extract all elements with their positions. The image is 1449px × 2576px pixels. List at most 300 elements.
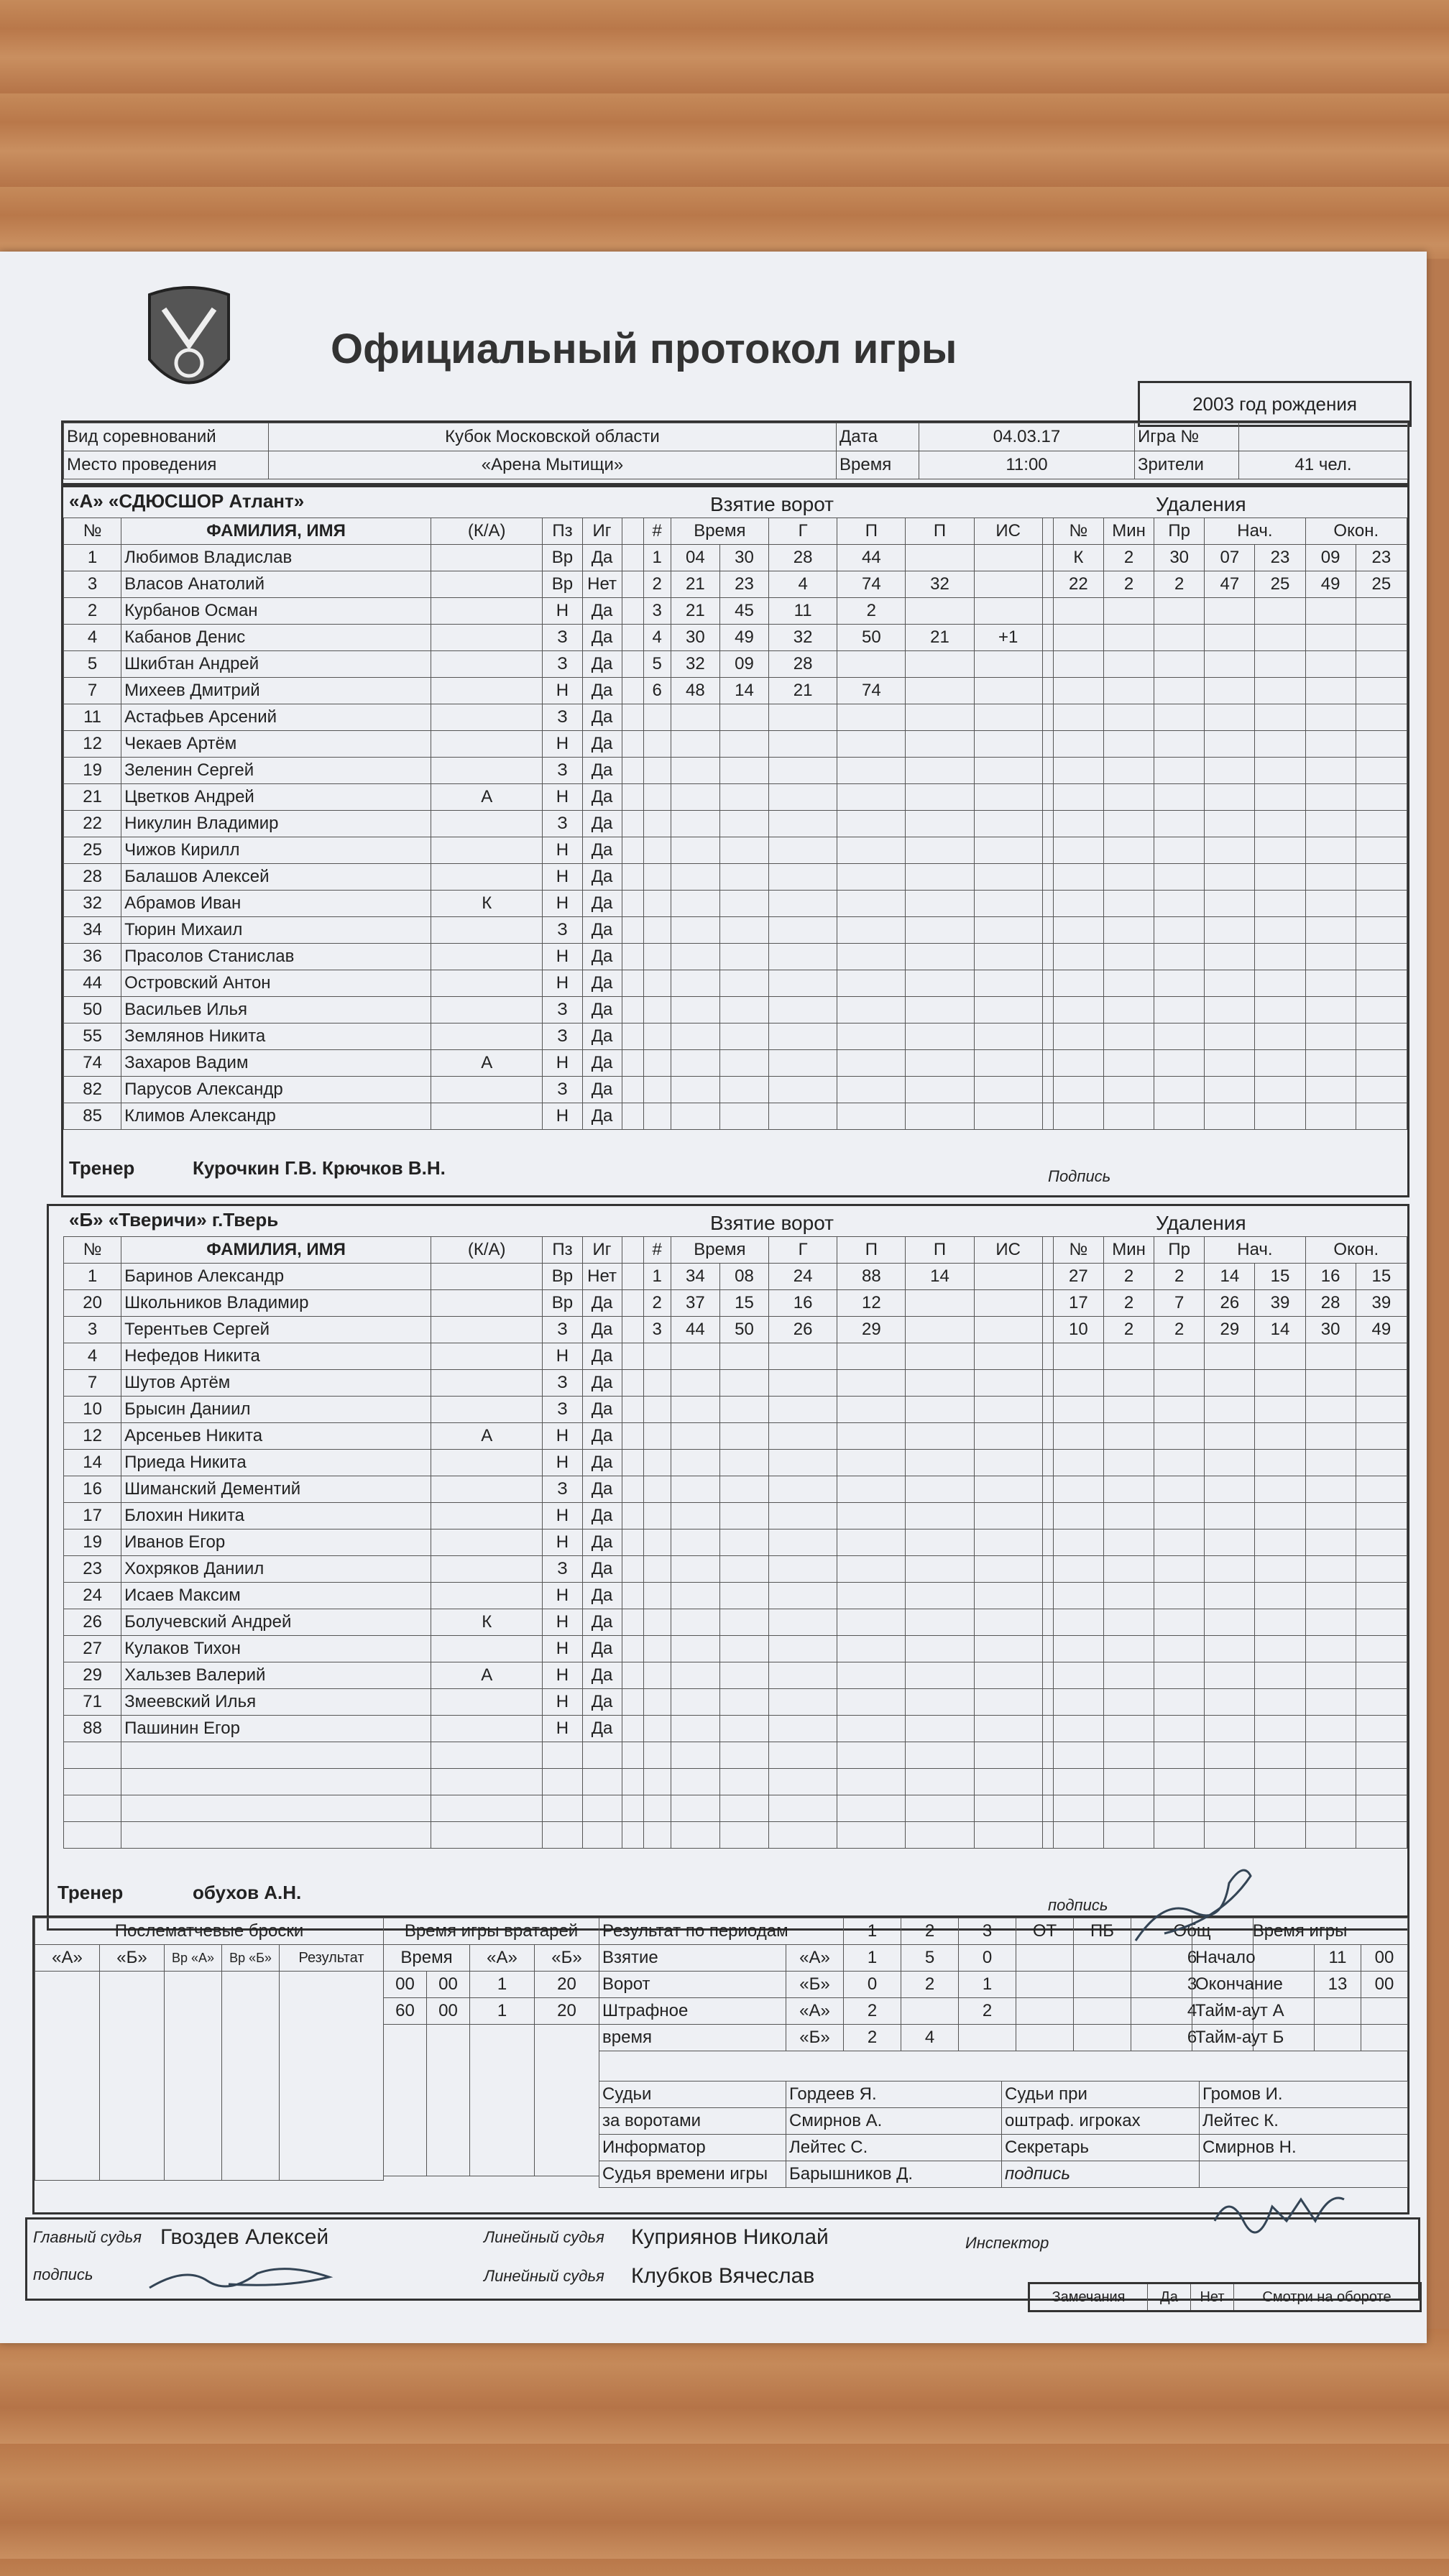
goal-assist-2 [906, 1397, 974, 1423]
spacer [622, 625, 643, 651]
player-number: 25 [64, 837, 121, 864]
penalty-start-min [1205, 1609, 1255, 1636]
goal-assist-2 [906, 1476, 974, 1503]
player-role [431, 864, 543, 891]
player-name: Шкибтан Андрей [121, 651, 431, 678]
penalty-end-min: 30 [1305, 1317, 1356, 1343]
remarks-yes[interactable]: Да [1148, 2283, 1191, 2312]
spacer [1042, 1317, 1053, 1343]
player-position: Н [543, 864, 582, 891]
player-name: Астафьев Арсений [121, 704, 431, 731]
player-name: Васильев Илья [121, 997, 431, 1024]
end-label: Окончание [1192, 1972, 1315, 1998]
team-a-penalties-title: Удаления [1156, 493, 1246, 515]
penalty-end-min [1305, 651, 1356, 678]
player-role [431, 1769, 543, 1795]
goal-number [643, 1689, 671, 1716]
penalty-end-sec [1356, 970, 1407, 997]
player-role: А [431, 1050, 543, 1077]
team_a-col-header: Время [671, 518, 768, 545]
goal-scorer [769, 1423, 837, 1450]
penalty-end-sec [1356, 1503, 1407, 1530]
team-b-coach: обухов А.Н. [193, 1882, 302, 1903]
goal-scorer [769, 1050, 837, 1077]
team-b-table [63, 1236, 1407, 1849]
table-row [64, 1024, 1407, 1050]
team_a-col-header: Нач. [1205, 518, 1305, 545]
player-played: Да [582, 704, 622, 731]
player-position [543, 1822, 582, 1849]
penalty-player [1053, 1370, 1103, 1397]
penalty-start-sec [1255, 1769, 1305, 1795]
penalty-player: 10 [1053, 1317, 1103, 1343]
player-number: 85 [64, 1103, 121, 1130]
penalty-reason [1154, 864, 1205, 891]
team-a-table [63, 518, 1407, 1130]
penalty-minutes [1103, 731, 1154, 758]
goal-situation [974, 891, 1042, 917]
spacer [622, 1024, 643, 1050]
table-row [64, 1662, 1407, 1689]
spacer [622, 1370, 643, 1397]
penalty-start-min [1205, 1503, 1255, 1530]
player-number: 26 [64, 1609, 121, 1636]
player-role: К [431, 891, 543, 917]
player-played: Да [582, 970, 622, 997]
goal-assist-1 [837, 917, 906, 944]
penalty-minutes [1103, 1370, 1154, 1397]
remarks-no[interactable]: Нет [1191, 2283, 1234, 2312]
player-role [431, 1583, 543, 1609]
player-role [431, 1822, 543, 1849]
goal-assist-1 [837, 1343, 906, 1370]
goal-situation [974, 1343, 1042, 1370]
team_a-col-header [1042, 518, 1053, 545]
penalty-start-min [1205, 864, 1255, 891]
goal-situation [974, 1290, 1042, 1317]
goals-a-ot [1016, 1945, 1074, 1972]
penalty-end-min [1305, 625, 1356, 651]
player-role [431, 1742, 543, 1769]
venue-value: «Арена Мытищи» [269, 451, 837, 479]
penalty-start-sec [1255, 598, 1305, 625]
table-row [64, 1077, 1407, 1103]
player-role [431, 837, 543, 864]
goal-assist-2 [906, 997, 974, 1024]
player-name: Терентьев Сергей [121, 1317, 431, 1343]
goal-minute [671, 1742, 719, 1769]
remarks-label: Замечания [1029, 2283, 1148, 2312]
period-total-header: Общ [1131, 1918, 1254, 1945]
team-b-goals-title: Взятие ворот [710, 1212, 834, 1234]
penalty-player [1053, 1795, 1103, 1822]
penalty-reason [1154, 1609, 1205, 1636]
goals-a-tag: «А» [786, 1945, 844, 1972]
penalty-player [1053, 1397, 1103, 1423]
spacer [1042, 1503, 1053, 1530]
spacer [622, 678, 643, 704]
goal-second [719, 1503, 768, 1530]
goal-assist-2 [906, 917, 974, 944]
goal-scorer [769, 1530, 837, 1556]
penalty-minutes: 2 [1103, 571, 1154, 598]
player-played: Да [582, 1503, 622, 1530]
player-position: Н [543, 1530, 582, 1556]
penalty-end-min: 16 [1305, 1264, 1356, 1290]
player-name: Цветков Андрей [121, 784, 431, 811]
spacer [1042, 944, 1053, 970]
goal-assist-1 [837, 1556, 906, 1583]
penalty-start-min: 47 [1205, 571, 1255, 598]
player-role [431, 917, 543, 944]
player-number [64, 1769, 121, 1795]
goal-number [643, 1716, 671, 1742]
player-name: Брысин Даниил [121, 1397, 431, 1423]
penalty-end-min [1305, 970, 1356, 997]
goal-assist-2 [906, 1795, 974, 1822]
player-role [431, 1716, 543, 1742]
player-position: Н [543, 1423, 582, 1450]
line-judge-2-name: Клубков Вячеслав [631, 2264, 815, 2288]
team_a-col-header: Мин [1103, 518, 1154, 545]
spacer [1042, 571, 1053, 598]
goal-assist-1 [837, 944, 906, 970]
penalty-start-sec [1255, 811, 1305, 837]
penalty-player [1053, 1583, 1103, 1609]
goal-second [719, 1397, 768, 1423]
penalty-start-min [1205, 944, 1255, 970]
penalty-start-sec: 14 [1255, 1317, 1305, 1343]
table-row [64, 837, 1407, 864]
player-played: Да [582, 1450, 622, 1476]
goal-second [719, 758, 768, 784]
shootout-title: Послематчевые броски [35, 1918, 384, 1945]
player-role [431, 1450, 543, 1476]
goal-assist-1 [837, 997, 906, 1024]
player-role: А [431, 1662, 543, 1689]
penalty-start-min [1205, 1024, 1255, 1050]
goal-assist-2 [906, 970, 974, 997]
start-hours: 11 [1315, 1945, 1361, 1972]
penalty-minutes [1103, 1742, 1154, 1769]
penalty-player [1053, 651, 1103, 678]
goal-number [643, 811, 671, 837]
gk-row1-a: 1 [470, 1972, 535, 1998]
goal-minute [671, 891, 719, 917]
goal-minute: 30 [671, 625, 719, 651]
goal-assist-2 [906, 1343, 974, 1370]
penalty-end-min: 49 [1305, 571, 1356, 598]
penalty-minutes [1103, 1476, 1154, 1503]
table-row [64, 1397, 1407, 1423]
table-row [64, 1290, 1407, 1317]
penalty-start-sec [1255, 731, 1305, 758]
player-role [431, 1290, 543, 1317]
penalty-reason [1154, 598, 1205, 625]
penalty-start-min [1205, 1662, 1255, 1689]
goal-second [719, 891, 768, 917]
pim-b-ot [1016, 2025, 1074, 2051]
team_b-col-header: Пр [1154, 1237, 1205, 1264]
goal-assist-2 [906, 1636, 974, 1662]
team_b-col-header [622, 1237, 643, 1264]
table-row [64, 1742, 1407, 1769]
goal-situation [974, 1609, 1042, 1636]
player-number: 28 [64, 864, 121, 891]
table-row [64, 1503, 1407, 1530]
team_a-col-header: Иг [582, 518, 622, 545]
goal-scorer: 21 [769, 678, 837, 704]
team_b-col-header: Пз [543, 1237, 582, 1264]
goal-second [719, 1583, 768, 1609]
player-role [431, 571, 543, 598]
player-role [431, 1530, 543, 1556]
penalty-reason [1154, 731, 1205, 758]
shootout-col-gk-b: Вр «Б» [222, 1945, 280, 1972]
shootout-col-b: «Б» [100, 1945, 165, 1972]
goal-situation [974, 1370, 1042, 1397]
team_b-col-header: ФАМИЛИЯ, ИМЯ [121, 1237, 431, 1264]
player-name: Курбанов Осман [121, 598, 431, 625]
penalty-reason [1154, 917, 1205, 944]
team_b-col-header: # [643, 1237, 671, 1264]
penalty-start-min [1205, 1689, 1255, 1716]
pim-b-p1: 2 [844, 2025, 901, 2051]
penalty-end-sec [1356, 1024, 1407, 1050]
goal-number: 6 [643, 678, 671, 704]
goal-judges-label: Судьи [599, 2082, 786, 2108]
spacer [622, 1530, 643, 1556]
team_b-col-header: П [906, 1237, 974, 1264]
goal-minute [671, 1503, 719, 1530]
player-played: Да [582, 1716, 622, 1742]
penalty-player [1053, 1530, 1103, 1556]
penalty-minutes [1103, 917, 1154, 944]
player-position: Н [543, 731, 582, 758]
shootout-col-gk-a: Вр «А» [165, 1945, 222, 1972]
table-row [64, 891, 1407, 917]
spacer [622, 1317, 643, 1343]
penalty-minutes [1103, 811, 1154, 837]
goal-assist-1 [837, 837, 906, 864]
penalty-end-min [1305, 1103, 1356, 1130]
goal-minute [671, 917, 719, 944]
penalty-start-min [1205, 891, 1255, 917]
goal-judge-2: Смирнов А. [786, 2108, 1002, 2135]
penalty-reason [1154, 758, 1205, 784]
penalty-start-sec [1255, 1583, 1305, 1609]
player-name: Исаев Максим [121, 1583, 431, 1609]
table-row [64, 678, 1407, 704]
penalty-end-min [1305, 1024, 1356, 1050]
penalty-end-min [1305, 784, 1356, 811]
goal-assist-2 [906, 1662, 974, 1689]
penalty-end-min [1305, 1716, 1356, 1742]
goal-number [643, 731, 671, 758]
player-played: Нет [582, 1264, 622, 1290]
penalty-start-min [1205, 1822, 1255, 1849]
penalty-minutes: 2 [1103, 1290, 1154, 1317]
pim-a-p1: 2 [844, 1998, 901, 2025]
player-played: Нет [582, 571, 622, 598]
team_b-col-header [1042, 1237, 1053, 1264]
spacer [622, 571, 643, 598]
goal-scorer [769, 1343, 837, 1370]
table-row [64, 1343, 1407, 1370]
player-position: Вр [543, 1264, 582, 1290]
penalty-reason [1154, 1503, 1205, 1530]
player-name: Шиманский Дементий [121, 1476, 431, 1503]
penalty-end-sec [1356, 1662, 1407, 1689]
player-role [431, 758, 543, 784]
player-number: 16 [64, 1476, 121, 1503]
penalty-start-sec: 15 [1255, 1264, 1305, 1290]
goal-scorer [769, 1795, 837, 1822]
spacer [1042, 1742, 1053, 1769]
goal-situation [974, 1742, 1042, 1769]
penalty-end-sec [1356, 1423, 1407, 1450]
team_b-col-header: Окон. [1305, 1237, 1407, 1264]
player-role [431, 625, 543, 651]
end-minutes: 00 [1361, 1972, 1408, 1998]
period-ot-header: ОТ [1016, 1918, 1074, 1945]
goal-situation [974, 1662, 1042, 1689]
goal-second: 14 [719, 678, 768, 704]
penalty-minutes [1103, 970, 1154, 997]
penalty-start-sec [1255, 1636, 1305, 1662]
penalty-end-sec [1356, 1822, 1407, 1849]
goal-minute: 44 [671, 1317, 719, 1343]
gk-row2-a: 1 [470, 1998, 535, 2025]
goal-scorer [769, 758, 837, 784]
penalty-start-sec [1255, 758, 1305, 784]
goal-scorer [769, 891, 837, 917]
goal-situation [974, 1689, 1042, 1716]
goal-scorer [769, 917, 837, 944]
player-role [431, 970, 543, 997]
player-played: Да [582, 784, 622, 811]
penalty-end-min [1305, 1370, 1356, 1397]
inspector-label: Инспектор [965, 2234, 1049, 2252]
spacer [622, 917, 643, 944]
penalty-end-sec [1356, 917, 1407, 944]
player-played: Да [582, 1556, 622, 1583]
spacer [622, 1503, 643, 1530]
spacer [622, 891, 643, 917]
goal-minute: 48 [671, 678, 719, 704]
penalty-end-min [1305, 1689, 1356, 1716]
gk-row1-sec: 00 [427, 1972, 470, 1998]
player-name: Зеленин Сергей [121, 758, 431, 784]
goal-assist-1 [837, 1742, 906, 1769]
player-number: 7 [64, 678, 121, 704]
player-played: Да [582, 1476, 622, 1503]
bottom-block [32, 1915, 1409, 2214]
goal-minute: 21 [671, 598, 719, 625]
penalty-player [1053, 1343, 1103, 1370]
goal-assist-1: 29 [837, 1317, 906, 1343]
penalty-player [1053, 1822, 1103, 1849]
gk-col-a: «А» [470, 1945, 535, 1972]
team-b-sign-label: подпись [1048, 1896, 1108, 1914]
penalty-end-min [1305, 997, 1356, 1024]
penalty-end-min [1305, 1530, 1356, 1556]
penalty-end-sec [1356, 1689, 1407, 1716]
penalty-start-min [1205, 811, 1255, 837]
penalty-start-min [1205, 758, 1255, 784]
goal-minute [671, 1662, 719, 1689]
goal-assist-1 [837, 1822, 906, 1849]
player-number: 24 [64, 1583, 121, 1609]
penalty-start-min: 26 [1205, 1290, 1255, 1317]
penalty-start-sec [1255, 997, 1305, 1024]
spacer [622, 1423, 643, 1450]
penalty-reason [1154, 704, 1205, 731]
penalty-end-min: 09 [1305, 545, 1356, 571]
goal-second [719, 837, 768, 864]
player-name: Чекаев Артём [121, 731, 431, 758]
spacer [1042, 1636, 1053, 1662]
goal-minute [671, 837, 719, 864]
penalty-end-sec [1356, 1343, 1407, 1370]
player-name: Болучевский Андрей [121, 1609, 431, 1636]
penalty-minutes [1103, 1609, 1154, 1636]
penalty-end-sec [1356, 837, 1407, 864]
goal-assist-2 [906, 891, 974, 917]
player-number: 19 [64, 1530, 121, 1556]
penalty-start-sec [1255, 944, 1305, 970]
penalty-end-min [1305, 1077, 1356, 1103]
goal-judge-1: Гордеев Я. [786, 2082, 1002, 2108]
player-position: З [543, 1317, 582, 1343]
penalty-start-sec [1255, 651, 1305, 678]
player-position: З [543, 1556, 582, 1583]
penalty-player [1053, 1636, 1103, 1662]
penalty-start-min [1205, 1556, 1255, 1583]
player-name: Михеев Дмитрий [121, 678, 431, 704]
spacer [1042, 1103, 1053, 1130]
goal-scorer [769, 1476, 837, 1503]
penalty-reason [1154, 970, 1205, 997]
penalty-end-sec [1356, 1103, 1407, 1130]
goal-second: 15 [719, 1290, 768, 1317]
goal-situation [974, 1024, 1042, 1050]
table-row [64, 1556, 1407, 1583]
goal-scorer [769, 1397, 837, 1423]
goal-situation [974, 1583, 1042, 1609]
penalty-reason [1154, 811, 1205, 837]
table-row [64, 864, 1407, 891]
player-name: Иванов Егор [121, 1530, 431, 1556]
goal-assist-1 [837, 1370, 906, 1397]
player-played: Да [582, 545, 622, 571]
goal-scorer [769, 1503, 837, 1530]
penalty-start-sec [1255, 1503, 1305, 1530]
penalty-player [1053, 1556, 1103, 1583]
player-position: Н [543, 891, 582, 917]
goal-number [643, 1450, 671, 1476]
goal-assist-1 [837, 1583, 906, 1609]
goal-assist-2 [906, 837, 974, 864]
penalty-minutes [1103, 997, 1154, 1024]
player-played: Да [582, 1103, 622, 1130]
player-played: Да [582, 1397, 622, 1423]
goal-situation [974, 545, 1042, 571]
player-position: Н [543, 1503, 582, 1530]
player-played: Да [582, 864, 622, 891]
secretary-signature [1208, 2185, 1351, 2235]
timekeeper-label: Судья времени игры [599, 2161, 786, 2188]
